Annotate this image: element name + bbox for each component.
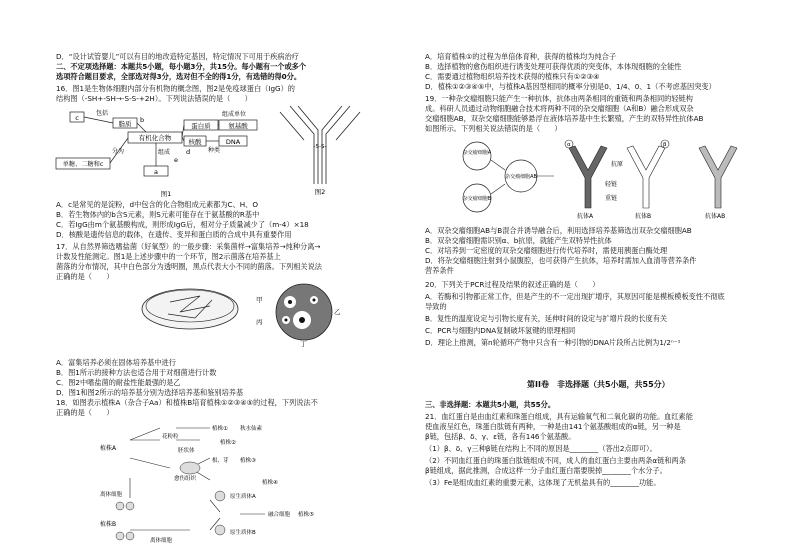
label-yi: 乙 — [334, 308, 341, 316]
q19-stem-3: 交瘤细胞AB，双杂交瘤细胞能够悬浮在液体培养基中生长繁殖，产生的双特异性抗体AB — [425, 114, 704, 123]
figure-streak-plate — [140, 284, 240, 334]
label-light-chain: 轻链 — [605, 181, 618, 188]
label-plant1: 植株① — [212, 426, 228, 432]
q18-stem-1: 18．如图表示植株A（杂合子Aa）和植株B培育植株①②③④⑤的过程，下列说法不 — [56, 398, 318, 407]
q21-part1: （1）β、δ、γ三种β链在结构上不同的原因是________（答出2点即可）。 — [425, 444, 657, 453]
section-heading-multi: 二、不定项选择题：本题共5小题，每小题3分，共15分。每小题有一个或多个 — [56, 62, 307, 71]
label-a: a — [154, 168, 158, 176]
label-jia: 甲 — [256, 296, 263, 304]
cell-a — [463, 142, 491, 170]
q19-stem-4: 如图所示。下列相关说法错误的是（ ） — [425, 124, 562, 133]
label-nucleic: 核酸 — [188, 138, 202, 146]
section-instructions: 选项符合题目要求，全部选对得3分，选对但不全的得1分，有选错的得0分。 — [56, 72, 302, 81]
figure-plant-breeding — [90, 418, 330, 546]
q17-option-b: B．图1所示的接种方法也适合用于对细菌进行计数 — [56, 368, 217, 377]
q20-option-a: A．若酶和引物都正常工作，但是产生的不一定出现扩增序，其原因可能是模板模板变性不彻底 — [425, 292, 725, 301]
label-proto-a: 原生质体A — [230, 494, 256, 500]
label-antibody-b: 抗体B — [635, 213, 652, 220]
q21-stem-1: 21．血红蛋白是由血红素和珠蛋白组成，具有运输氧气和二氧化碳的功能。血红素能 — [425, 412, 693, 421]
label-b: b — [140, 116, 145, 124]
label-antibody-a: 抗体A — [577, 213, 594, 220]
label-plant-b: 植株B — [100, 521, 117, 528]
label-alpha: α — [567, 142, 571, 148]
q20-option-a-cont: 导致的 — [425, 302, 447, 311]
figure2-igg-structure — [270, 104, 370, 194]
q21-stem-3: β链，包括β、δ、γ、ε链，各有146个氨基酸。 — [425, 432, 576, 441]
label-divide: 分为 — [112, 148, 125, 155]
q17-stem-4: 正确的是（ ） — [56, 272, 114, 281]
q16-stem-2: 结构图（-SH+-SH→-S-S-+2H）。下列说法错误的是（ ） — [56, 94, 252, 103]
label-fatty: 脂质 — [118, 120, 132, 128]
q19-stem-1: 19．一种杂交瘤细胞只能产生一种抗体，抗体由两条相同的重链和两条相同的轻链构 — [425, 94, 693, 103]
q18-option-a: A．培育植株①的过程为单倍体育种，获得的植株均为纯合子 — [425, 52, 617, 61]
label-dna: DNA — [225, 138, 241, 146]
q19-option-d: D．将杂交瘤细胞注射到小鼠腹腔，也可获得产生抗体，培养时需加入血清等营养条件 — [425, 256, 697, 265]
label-plant3: 植株③ — [240, 458, 256, 464]
label-ding: 丁 — [300, 340, 307, 348]
q16-option-a: A．c是常见的是淀粉，d中包含的化合物组成元素都为C、H、O — [56, 200, 259, 209]
q19-option-b: B．双杂交瘤细胞需识别α、b抗原，就能产生双特异性抗体 — [425, 236, 612, 245]
figure-colony-plate — [256, 282, 344, 348]
label-colchicine: 秋水仙素 — [240, 426, 263, 432]
q18-stem-2: 正确的是（ ） — [56, 408, 114, 417]
q19-option-c: C．对培养到一定密度的双杂交瘤细胞进行传代培养时，需使用胰蛋白酶处理 — [425, 246, 668, 255]
label-composed: 组成单位 — [222, 111, 247, 118]
label-cell-ab: 杂交瘤细胞AB — [505, 174, 537, 180]
label-callus: 愈伤组织 — [174, 476, 197, 482]
label-plant2: 植株② — [220, 440, 236, 446]
label-c: c — [75, 114, 79, 122]
q20-option-c: C．PCR与细胞内DNA复制破坏氢键的原理相同 — [425, 326, 576, 335]
label-pollen: 花粉粒 — [162, 434, 179, 440]
label-e: e — [174, 156, 178, 164]
caption-fig1: 图1 — [160, 190, 172, 198]
q19-option-a: A．双杂交瘤细胞AB与B混合并诱导融合后，利用选择培养基筛选出双杂交瘤细胞AB — [425, 226, 692, 235]
q16-option-d: D．核酸是遗传信息的载体，在遗传、变异和蛋白质的合成中具有重要作用 — [56, 230, 292, 239]
label-proto-b: 原生质体B — [230, 530, 256, 536]
q17-stem-2: 计数及性能测定。图1是上述步骤中的一个环节，图2示菌落在培养基上 — [56, 252, 281, 261]
label-mono: 单糖、二糖和c — [62, 161, 104, 168]
label-plant-a: 植株A — [100, 445, 117, 452]
label-cell-a: 离体细胞 — [100, 492, 123, 498]
q21-part2-cont: β链组成，据此推测，合成这样一分子血红蛋白需要脱掉________个水分子。 — [425, 466, 667, 475]
q17-stem-1: 17．从自然界筛选嗜盐菌（好氧型）的一般步骤：采集菌样→富集培养→纯种分离→ — [56, 242, 321, 251]
figure-bispecific-antibody — [459, 138, 759, 218]
label-ss-bond: -S-S- — [313, 144, 327, 150]
label-organic: 有机化合物 — [138, 134, 172, 142]
q19-stem-2: 成。科研人员通过动物细胞融合技术将两种不同的杂交瘤细胞（A和B）融合形成双杂 — [425, 104, 694, 113]
q21-stem-2: 使血液呈红色，珠蛋白肽链有两种，一种是由141个氨基酸组成的α链，另一种是 — [425, 422, 681, 431]
label-amino: 氨基酸 — [228, 122, 248, 130]
q17-option-c: C．图2中嗜盐菌的耐盐性能最强的是乙 — [56, 378, 181, 387]
q18-option-c: C．需要通过植物组织培养技术获得的植株只有①②③④ — [425, 72, 600, 81]
label-cell-b: 离体细胞 — [150, 538, 173, 544]
q16-stem-1: 16．图1是生物体细胞内部分有机物的概念图，图2是免疫球蛋白（IgG）的 — [56, 84, 295, 93]
q21-part3: （3）Fe是组成血红素的重要元素，这体现了无机盐具有的________功能。 — [425, 478, 661, 487]
q17-stem-3: 菌落的分布情况，其中白色部分为透明圈，黑点代表大小不同的菌落。下列相关说法 — [56, 262, 322, 271]
label-rootbud: 根、芽 — [212, 458, 229, 464]
q16-option-b: B．若生物体内的b含S元素，则S元素可能存在于氨基酸的R基中 — [56, 210, 260, 219]
label-cell-b: 杂交瘤细胞B — [462, 196, 492, 202]
section-nonchoice: 三、非选择题：本题共5小题，共55分。 — [425, 400, 556, 409]
q20-option-b: B．复性的温度设定与引物长度有关，延伸时间的设定与扩增片段的长度有关 — [425, 314, 668, 323]
q20-stem: 20．下列关于PCR过程及结果的叙述正确的是（ ） — [425, 280, 600, 289]
label-bing: 丙 — [256, 318, 263, 326]
section-part2-title: 第II卷 非选择题（共5小题，共55分） — [527, 380, 670, 389]
figure1-concept-map — [56, 106, 276, 198]
q17-option-a: A．富集培养必须在固体培养基中进行 — [56, 358, 176, 367]
q20-option-d: D．理论上推测，第n轮循环产物中只含有一种引物的DNA片段所占比例为1/2ⁿ⁻¹ — [425, 338, 681, 347]
label-antibody-ab: 抗体AB — [705, 213, 726, 220]
label-antigen: 抗原 — [611, 161, 624, 168]
label-beta: β — [663, 142, 667, 148]
label-fusion: 融合细胞 — [268, 512, 291, 518]
label-plant5: 植株⑤ — [298, 512, 314, 518]
label-d: d — [186, 148, 191, 156]
caption-fig2: 图2 — [314, 188, 326, 196]
label-embryoid: 胚状体 — [178, 448, 195, 454]
label-heavy-chain: 重链 — [605, 195, 618, 202]
label-contains: 包括 — [96, 110, 109, 117]
q21-part2: （2）不同血红蛋白的珠蛋白肽链组成不同，成人的血红蛋白主要由两条α链和两条 — [425, 456, 686, 465]
q18-option-d: D．植株①②③④⑤中，与植株A基因型相同的概率分别是0、1/4、0、1（不考虑基因突变） — [425, 82, 716, 91]
label-types: 种类 — [208, 147, 221, 154]
label-cell-a: 杂交瘤细胞A — [462, 150, 492, 156]
q17-option-d: D．图1和图2所示的培养基分别为选择培养基和鉴别培养基 — [56, 388, 244, 397]
option-d-q15: D．“设计试管婴儿”可以有目的地改造特定基因，特定情况下可用于疾病治疗 — [56, 52, 299, 61]
label-plant4: 植株④ — [262, 480, 278, 486]
label-protein: 蛋白质 — [191, 122, 211, 130]
q19-option-d-cont: 营养条件 — [425, 266, 454, 275]
label-consist: 组成 — [158, 149, 171, 156]
q16-option-c: C．若IgG由m个氨基酸构成，则形成IgG后，相对分子质量减少了（m-4）×18 — [56, 220, 309, 229]
q18-option-b: B．选择植物的愈伤组织进行诱变处理可获得优质的突变体，本体现细胞的全能性 — [425, 62, 682, 71]
